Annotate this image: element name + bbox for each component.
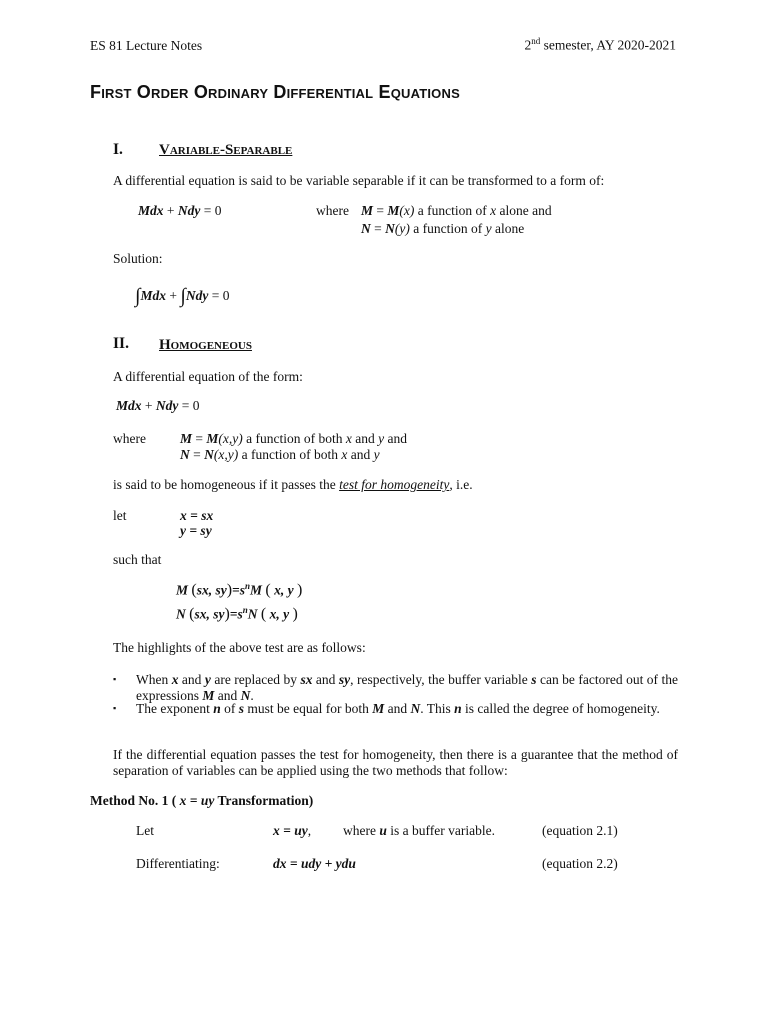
section1-numeral: I. xyxy=(113,141,123,158)
header-semester: semester, AY 2020-2021 xyxy=(540,37,676,53)
method1-heading: Method No. 1 ( x = uy Transformation) xyxy=(90,793,314,808)
substitution-y: y = sy xyxy=(180,523,212,538)
method1-let-label: Let xyxy=(136,823,154,838)
equation-2-1-label: (equation 2.1) xyxy=(542,823,618,838)
method1-diff-equation: dx = udy + ydu xyxy=(273,856,356,871)
bullet-item-1: When x and y are replaced by sx and sy, respectively, the buffer variable s can be factored out of the expressions M and N. xyxy=(136,672,678,703)
section1-where: where xyxy=(316,203,349,218)
solution-equation: ∫Mdx + ∫Ndy = 0 xyxy=(135,285,230,307)
section1-title: Variable-Separable xyxy=(159,142,293,158)
such-that-label: such that xyxy=(113,552,162,567)
eq-zero: = 0 xyxy=(200,203,222,218)
bullet-item-2: The exponent n of s must be equal for both M and N. This n is called the degree of homogeneity. xyxy=(136,701,660,716)
method1-let-equation: x = uy, xyxy=(273,823,312,838)
header-left: ES 81 Lecture Notes xyxy=(90,38,203,53)
section2-conclusion: If the differential equation passes the test for homogeneity, then there is a guarantee that the method of separation of variables can be applied using the two methods that follow: xyxy=(113,747,678,778)
substitution-x: x = sx xyxy=(180,508,214,523)
bullet-icon: ▪ xyxy=(113,703,117,713)
equation-2-2-label: (equation 2.2) xyxy=(542,856,618,871)
homogeneity-test-m: M (sx, $sy)=s^nM$ ( x, y ) xyxy=(176,581,303,599)
section1-def-n: N = N(y) a function of y alone xyxy=(361,221,525,236)
eq-plus: + xyxy=(163,203,178,218)
eq-mdx: Mdx xyxy=(138,203,164,218)
section2-def-m: M = M(x,y) a function of both x and y and xyxy=(180,431,407,446)
section2-equation: Mdx + Ndy = 0 xyxy=(116,398,200,413)
method1-let-where: where u is a buffer variable. xyxy=(343,823,495,838)
section2-numeral: II. xyxy=(113,335,129,352)
homogeneity-test-n: N (sx, $sy)=s^nN$ ( x, y ) xyxy=(176,605,298,623)
section1-equation xyxy=(138,203,222,219)
section1-def-m: M = M(x) a function of x alone and xyxy=(361,203,552,218)
integral-sign: ∫ xyxy=(180,285,186,307)
page-title: First Order Ordinary Differential Equations xyxy=(90,82,460,102)
let-label: let xyxy=(113,508,127,523)
header-ordinal: 2 xyxy=(524,37,532,53)
header-ordinal-sup: nd xyxy=(531,36,541,46)
highlights-intro: The highlights of the above test are as follows: xyxy=(113,640,366,655)
homogeneity-sentence: is said to be homogeneous if it passes the test for homogeneity, i.e. xyxy=(113,477,473,492)
integral-sign: ∫ xyxy=(135,285,141,307)
section2-def-n: N = N(x,y) a function of both x and y xyxy=(180,447,380,462)
bullet-icon: ▪ xyxy=(113,674,117,684)
section1-intro: A differential equation is said to be variable separable if it can be transformed to a form of: xyxy=(113,173,605,188)
eq-ndy: Ndy xyxy=(177,203,201,218)
method1-diff-label: Differentiating: xyxy=(136,856,220,871)
section2-title: Homogeneous xyxy=(159,337,252,353)
section2-intro: A differential equation of the form: xyxy=(113,369,303,384)
section2-where: where xyxy=(113,431,146,446)
header-right xyxy=(525,36,676,54)
solution-label: Solution: xyxy=(113,251,163,266)
test-for-homogeneity-link: test for homogeneity xyxy=(339,477,450,492)
